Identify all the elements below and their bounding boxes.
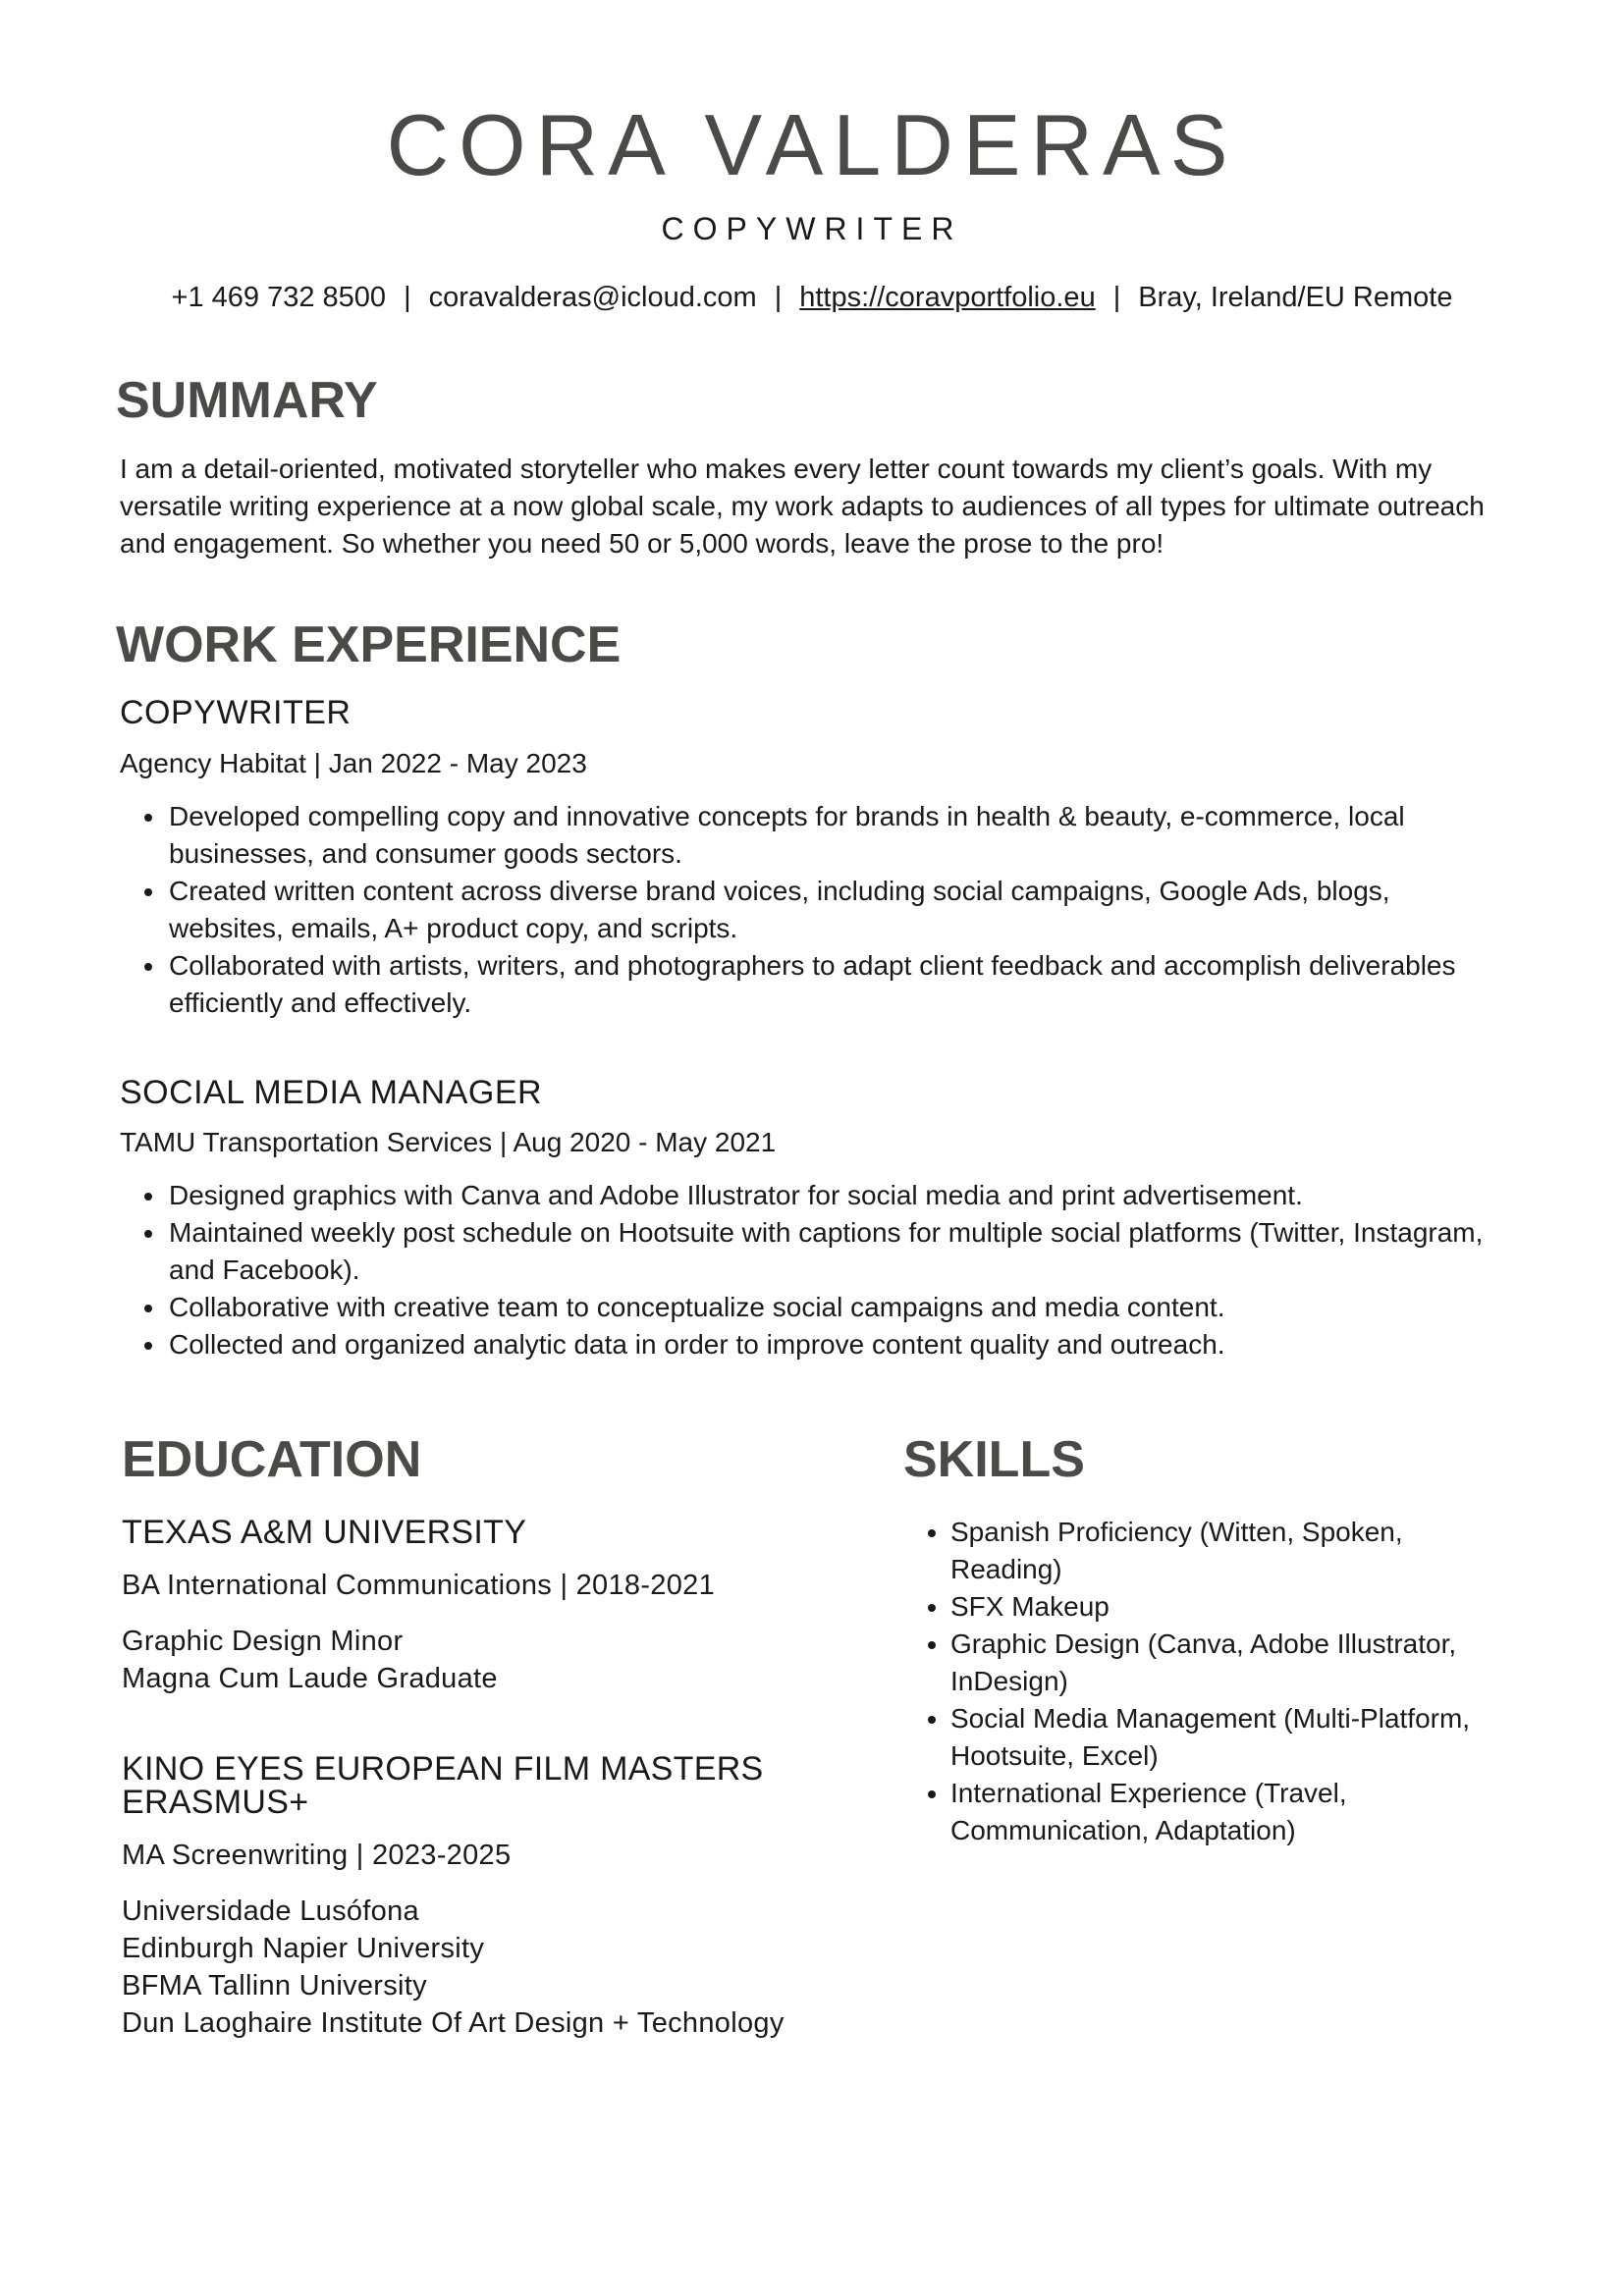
- school-name: KINO EYES EUROPEAN FILM MASTERS ERASMUS+: [122, 1749, 764, 1821]
- job-bullet: • Collaborative with creative team to conceptualize social campaigns and media content.: [167, 1289, 1489, 1326]
- job-bullets: [120, 1177, 1508, 1363]
- education-section: [116, 1432, 903, 2042]
- education-detail: Magna Cum Laude Graduate: [122, 1662, 498, 1694]
- education-detail: Dun Laoghaire Institute Of Art Design + Technology: [122, 2006, 785, 2039]
- education-entry: [122, 1516, 903, 1697]
- education-skills-row: [116, 1432, 1508, 2042]
- education-details: [122, 1893, 903, 2042]
- job-bullets: [120, 798, 1508, 1022]
- phone-number: +1 469 732 8500: [171, 281, 387, 313]
- work-experience-section: [116, 617, 1508, 1363]
- candidate-role: COPYWRITER: [661, 210, 963, 246]
- job-bullet: • Developed compelling copy and innovative concepts for brands in health & beauty, e-commerce, local businesses, and consumer goods sectors.: [167, 798, 1489, 873]
- skills-section: [903, 1432, 1506, 2042]
- job-meta: Agency Habitat | Jan 2022 - May 2023: [120, 747, 587, 778]
- job-title: SOCIAL MEDIA MANAGER: [120, 1073, 543, 1111]
- contact-separator: |: [774, 281, 783, 313]
- education-detail: BFMA Tallinn University: [122, 1969, 427, 2002]
- contact-separator: |: [404, 281, 411, 313]
- education-detail: Edinburgh Napier University: [122, 1932, 485, 1964]
- section-title-summary: SUMMARY: [116, 371, 378, 429]
- skill-item: • Graphic Design (Canva, Adobe Illustrator, InDesign): [950, 1626, 1506, 1700]
- education-entry: [122, 1749, 903, 2042]
- school-name: TEXAS A&M UNIVERSITY: [122, 1514, 527, 1552]
- job-bullet: • Collected and organized analytic data in order to improve content quality and outreach.: [167, 1326, 1489, 1363]
- education-detail: Graphic Design Minor: [122, 1625, 404, 1657]
- resume-header: [116, 0, 1508, 314]
- degree: MA Screenwriting | 2023-2025: [122, 1839, 512, 1871]
- job-meta: TAMU Transportation Services | Aug 2020 - May 2021: [120, 1127, 777, 1158]
- skills-list: [903, 1514, 1506, 1849]
- skill-item: • SFX Makeup: [950, 1588, 1506, 1626]
- summary-text: I am a detail-oriented, motivated storyteller who makes every letter count towards my client’s goals. With my versatile writing experience at a now global scale, my work adapts to audiences of all types for ultimate outreach and engagement. So whether you need 50 or 5,000 words, leave the prose to the pro!: [120, 453, 1485, 559]
- skill-item: • International Experience (Travel, Communication, Adaptation): [950, 1775, 1506, 1849]
- degree: BA International Communications | 2018-2021: [122, 1570, 716, 1602]
- job-entry: [116, 693, 1508, 1021]
- skill-item: • Social Media Management (Multi-Platform, Hootsuite, Excel): [950, 1700, 1506, 1775]
- portfolio-link[interactable]: https://coravportfolio.eu: [799, 281, 1096, 313]
- job-bullet: • Collaborated with artists, writers, and photographers to adapt client feedback and accomplish deliverables efficiently and effectively.: [167, 947, 1489, 1022]
- candidate-name: CORA VALDERAS: [386, 96, 1238, 193]
- job-bullet: • Designed graphics with Canva and Adobe Illustrator for social media and print advertisement.: [167, 1177, 1489, 1214]
- section-title-skills: SKILLS: [903, 1430, 1085, 1488]
- contact-line: [116, 282, 1508, 314]
- contact-separator: |: [1112, 281, 1121, 313]
- job-bullet: • Maintained weekly post schedule on Hootsuite with captions for multiple social platforms (Twitter, Instagram, and Facebook).: [167, 1214, 1489, 1289]
- job-entry: [116, 1073, 1508, 1363]
- job-title: COPYWRITER: [120, 694, 352, 732]
- location: Bray, Ireland/EU Remote: [1138, 281, 1453, 313]
- job-bullet: • Created written content across diverse brand voices, including social campaigns, Google Ads, blogs, websites, emails, A+ product copy, and scripts.: [167, 873, 1489, 947]
- section-title-work-experience: WORK EXPERIENCE: [116, 615, 622, 673]
- education-details: [122, 1623, 903, 1697]
- summary-section: [116, 373, 1508, 562]
- education-detail: Universidade Lusófona: [122, 1895, 419, 1927]
- section-title-education: EDUCATION: [122, 1430, 422, 1488]
- skill-item: • Spanish Proficiency (Witten, Spoken, Reading): [950, 1514, 1506, 1588]
- email-address: coravalderas@icloud.com: [428, 281, 757, 313]
